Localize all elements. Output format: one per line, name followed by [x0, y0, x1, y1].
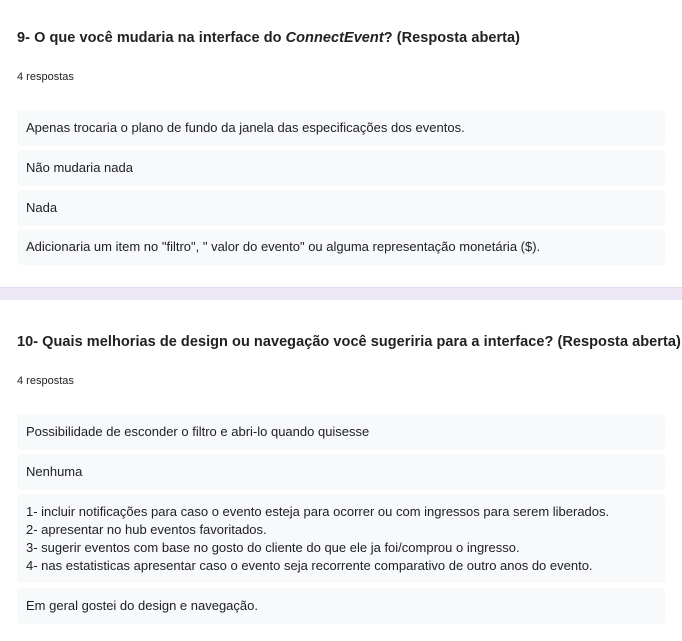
response-item: Possibilidade de esconder o filtro e abri-lo quando quisesse — [17, 414, 665, 450]
response-line: 2- apresentar no hub eventos favoritados. — [26, 522, 267, 537]
response-line: 1- incluir notificações para caso o evento esteja para ocorrer ou com ingressos para serem liberados. — [26, 504, 610, 519]
question-title: 10- Quais melhorias de design ou navegação você sugeriria para a interface? (Resposta aberta) — [17, 334, 681, 350]
response-item: Apenas trocaria o plano de fundo da janela das especificações dos eventos. — [17, 110, 665, 146]
response-item: Adicionaria um item no "filtro", " valor do evento" ou alguma representação monetária ($). — [17, 229, 665, 265]
question-card-9 — [0, 0, 682, 287]
response-item: Nenhuma — [17, 454, 665, 490]
response-item-multiline — [17, 494, 665, 583]
response-count: 4 respostas — [17, 71, 74, 83]
question-card-10 — [0, 300, 682, 641]
response-item: Não mudaria nada — [17, 150, 665, 186]
section-divider — [0, 287, 682, 301]
response-item: Em geral gostei do design e navegação. — [17, 588, 665, 624]
response-item: Nada — [17, 190, 665, 226]
question-title: 9- O que você mudaria na interface do ConnectEvent? (Resposta aberta) — [17, 30, 521, 46]
app-name: ConnectEvent — [285, 30, 384, 46]
response-count: 4 respostas — [17, 375, 74, 387]
response-line: 3- sugerir eventos com base no gosto do cliente do que ele ja foi/comprou o ingresso. — [26, 540, 520, 555]
response-line: 4- nas estatisticas apresentar caso o evento seja recorrente comparativo de outro anos do evento. — [26, 558, 593, 573]
